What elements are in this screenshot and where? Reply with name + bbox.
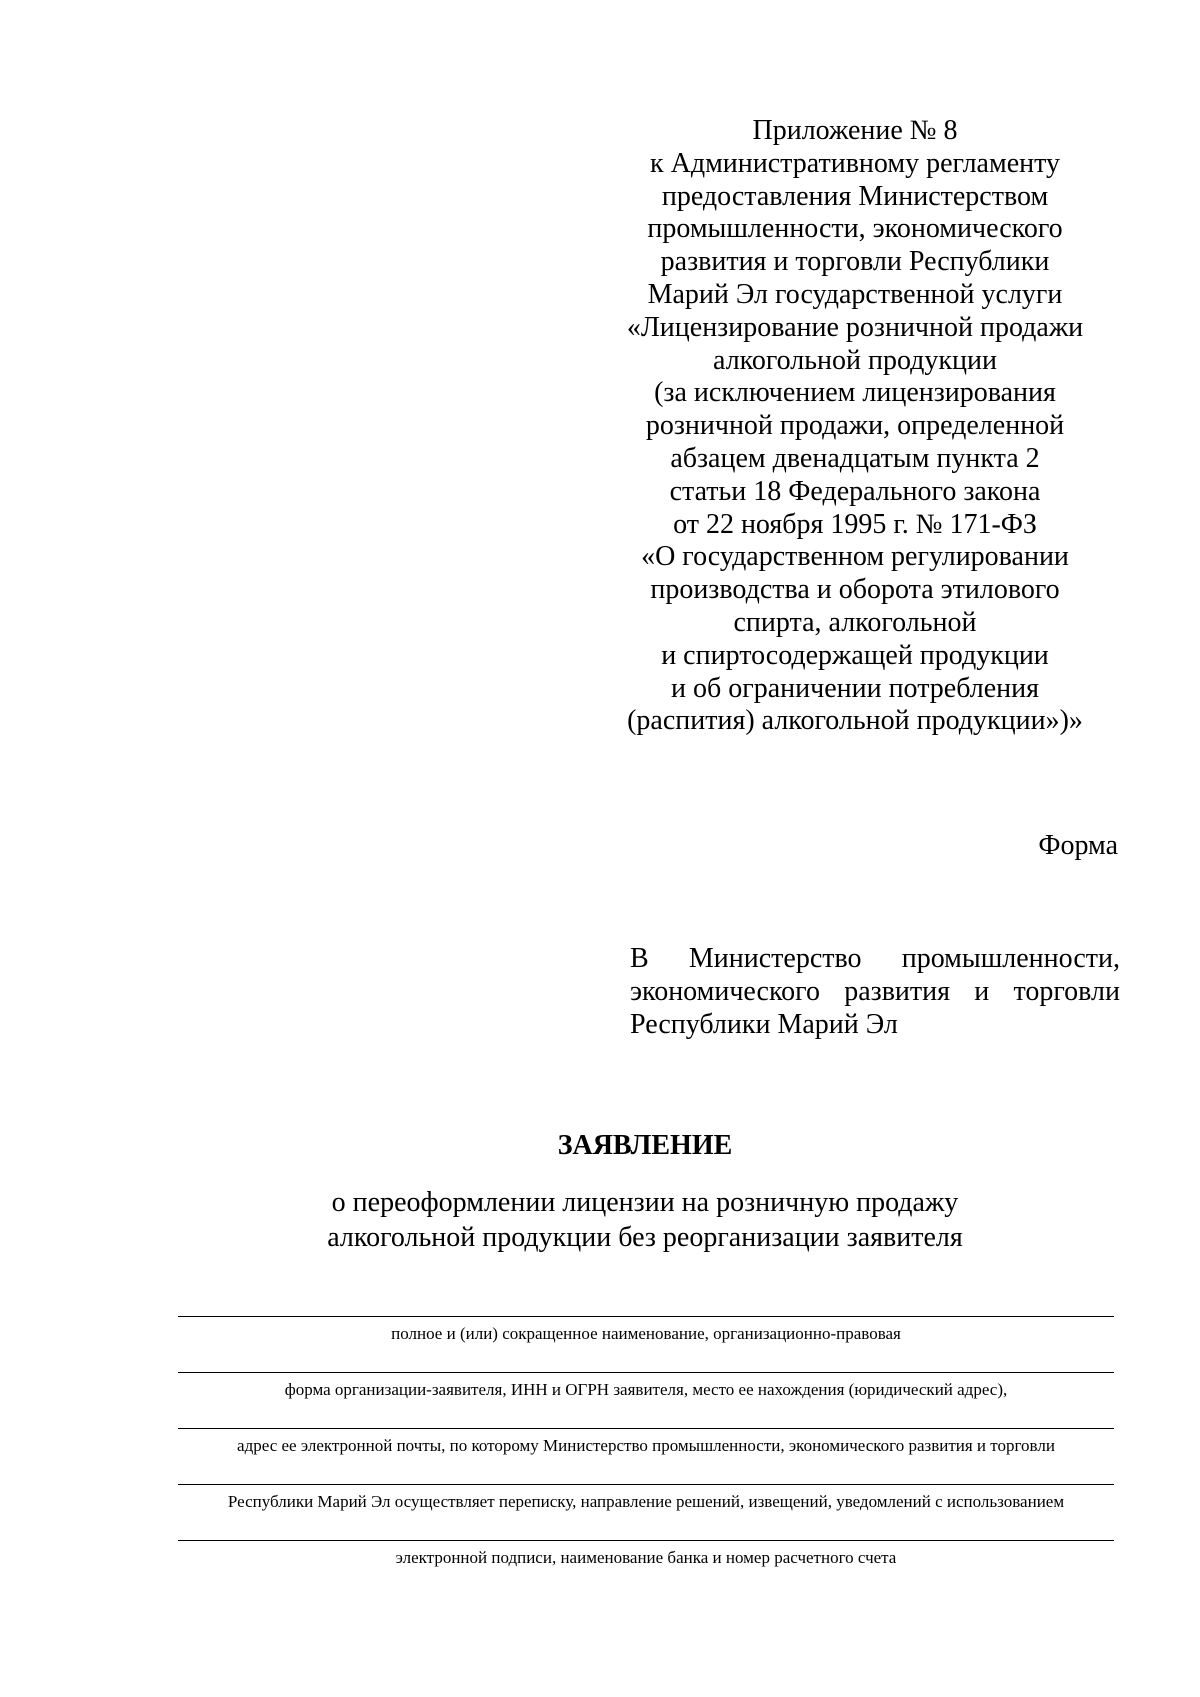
fill-in-field[interactable]: [178, 1316, 1114, 1372]
addressee-line: экономического развития и торговли: [630, 976, 1120, 1007]
fill-in-line: [178, 1372, 1114, 1373]
appendix-line: и спиртосодержащей продукции: [661, 639, 1049, 671]
appendix-line: «Лицензирование розничной продажи: [626, 311, 1084, 343]
appendix-line: от 22 ноября 1995 г. № 171-ФЗ: [673, 508, 1037, 540]
appendix-line: алкогольной продукции: [713, 344, 997, 376]
appendix-line: промышленности, экономического: [647, 213, 1063, 245]
appendix-line: статьи 18 Федерального закона: [669, 475, 1041, 507]
addressee-line: В Министерство промышленности,: [630, 943, 1120, 974]
field-hint: Республики Марий Эл осуществляет переписку, направление решений, извещений, уведомлений с использованием: [227, 1492, 1065, 1511]
fill-in-field[interactable]: [178, 1484, 1114, 1540]
field-hint: полное и (или) сокращенное наименование, организационно-правовая: [391, 1324, 901, 1343]
appendix-line: и об ограничении потребления: [671, 672, 1039, 704]
document-subtitle: [0, 1185, 1200, 1255]
appendix-line: Марий Эл государственной услуги: [647, 278, 1063, 310]
appendix-header: [620, 115, 1090, 738]
fill-in-line: [178, 1316, 1114, 1317]
appendix-line: (распития) алкогольной продукции»)»: [627, 705, 1083, 737]
fill-in-field[interactable]: [178, 1428, 1114, 1484]
field-hint: форма организации-заявителя, ИНН и ОГРН заявителя, место ее нахождения (юридический адрес),: [284, 1380, 1008, 1399]
field-hint: электронной подписи, наименование банка и номер расчетного счета: [395, 1548, 897, 1567]
addressee-block: [630, 942, 1120, 1041]
appendix-line: абзацем двенадцатым пункта 2: [670, 442, 1040, 474]
fill-in-field[interactable]: [178, 1540, 1114, 1596]
subtitle-line: о переоформлении лицензии на розничную продажу: [331, 1187, 959, 1218]
appendix-line: розничной продажи, определенной: [645, 410, 1065, 442]
fill-in-field[interactable]: [178, 1372, 1114, 1428]
appendix-line: спирта, алкогольной: [733, 606, 977, 638]
appendix-line: Приложение № 8: [752, 115, 958, 146]
fill-in-line: [178, 1540, 1114, 1541]
appendix-line: развития и торговли Республики: [660, 246, 1050, 278]
document-title: ЗАЯВЛЕНИЕ: [557, 1130, 733, 1161]
appendix-line: к Административному регламенту: [650, 147, 1060, 179]
appendix-line: предоставления Министерством: [661, 180, 1049, 212]
fill-in-line: [178, 1428, 1114, 1429]
form-label: Форма: [1038, 830, 1118, 861]
appendix-line: производства и оборота этилового: [650, 574, 1060, 606]
fill-in-line: [178, 1484, 1114, 1485]
appendix-line: «О государственном регулировании: [641, 541, 1069, 573]
appendix-line: (за исключением лицензирования: [654, 377, 1056, 409]
field-hint: адрес ее электронной почты, по которому Министерство промышленности, экономического развития и торговли: [237, 1436, 1055, 1455]
subtitle-line: алкогольной продукции без реорганизации заявителя: [327, 1222, 963, 1253]
addressee-line: Республики Марий Эл: [630, 1009, 898, 1040]
applicant-info-fields: [178, 1316, 1114, 1596]
